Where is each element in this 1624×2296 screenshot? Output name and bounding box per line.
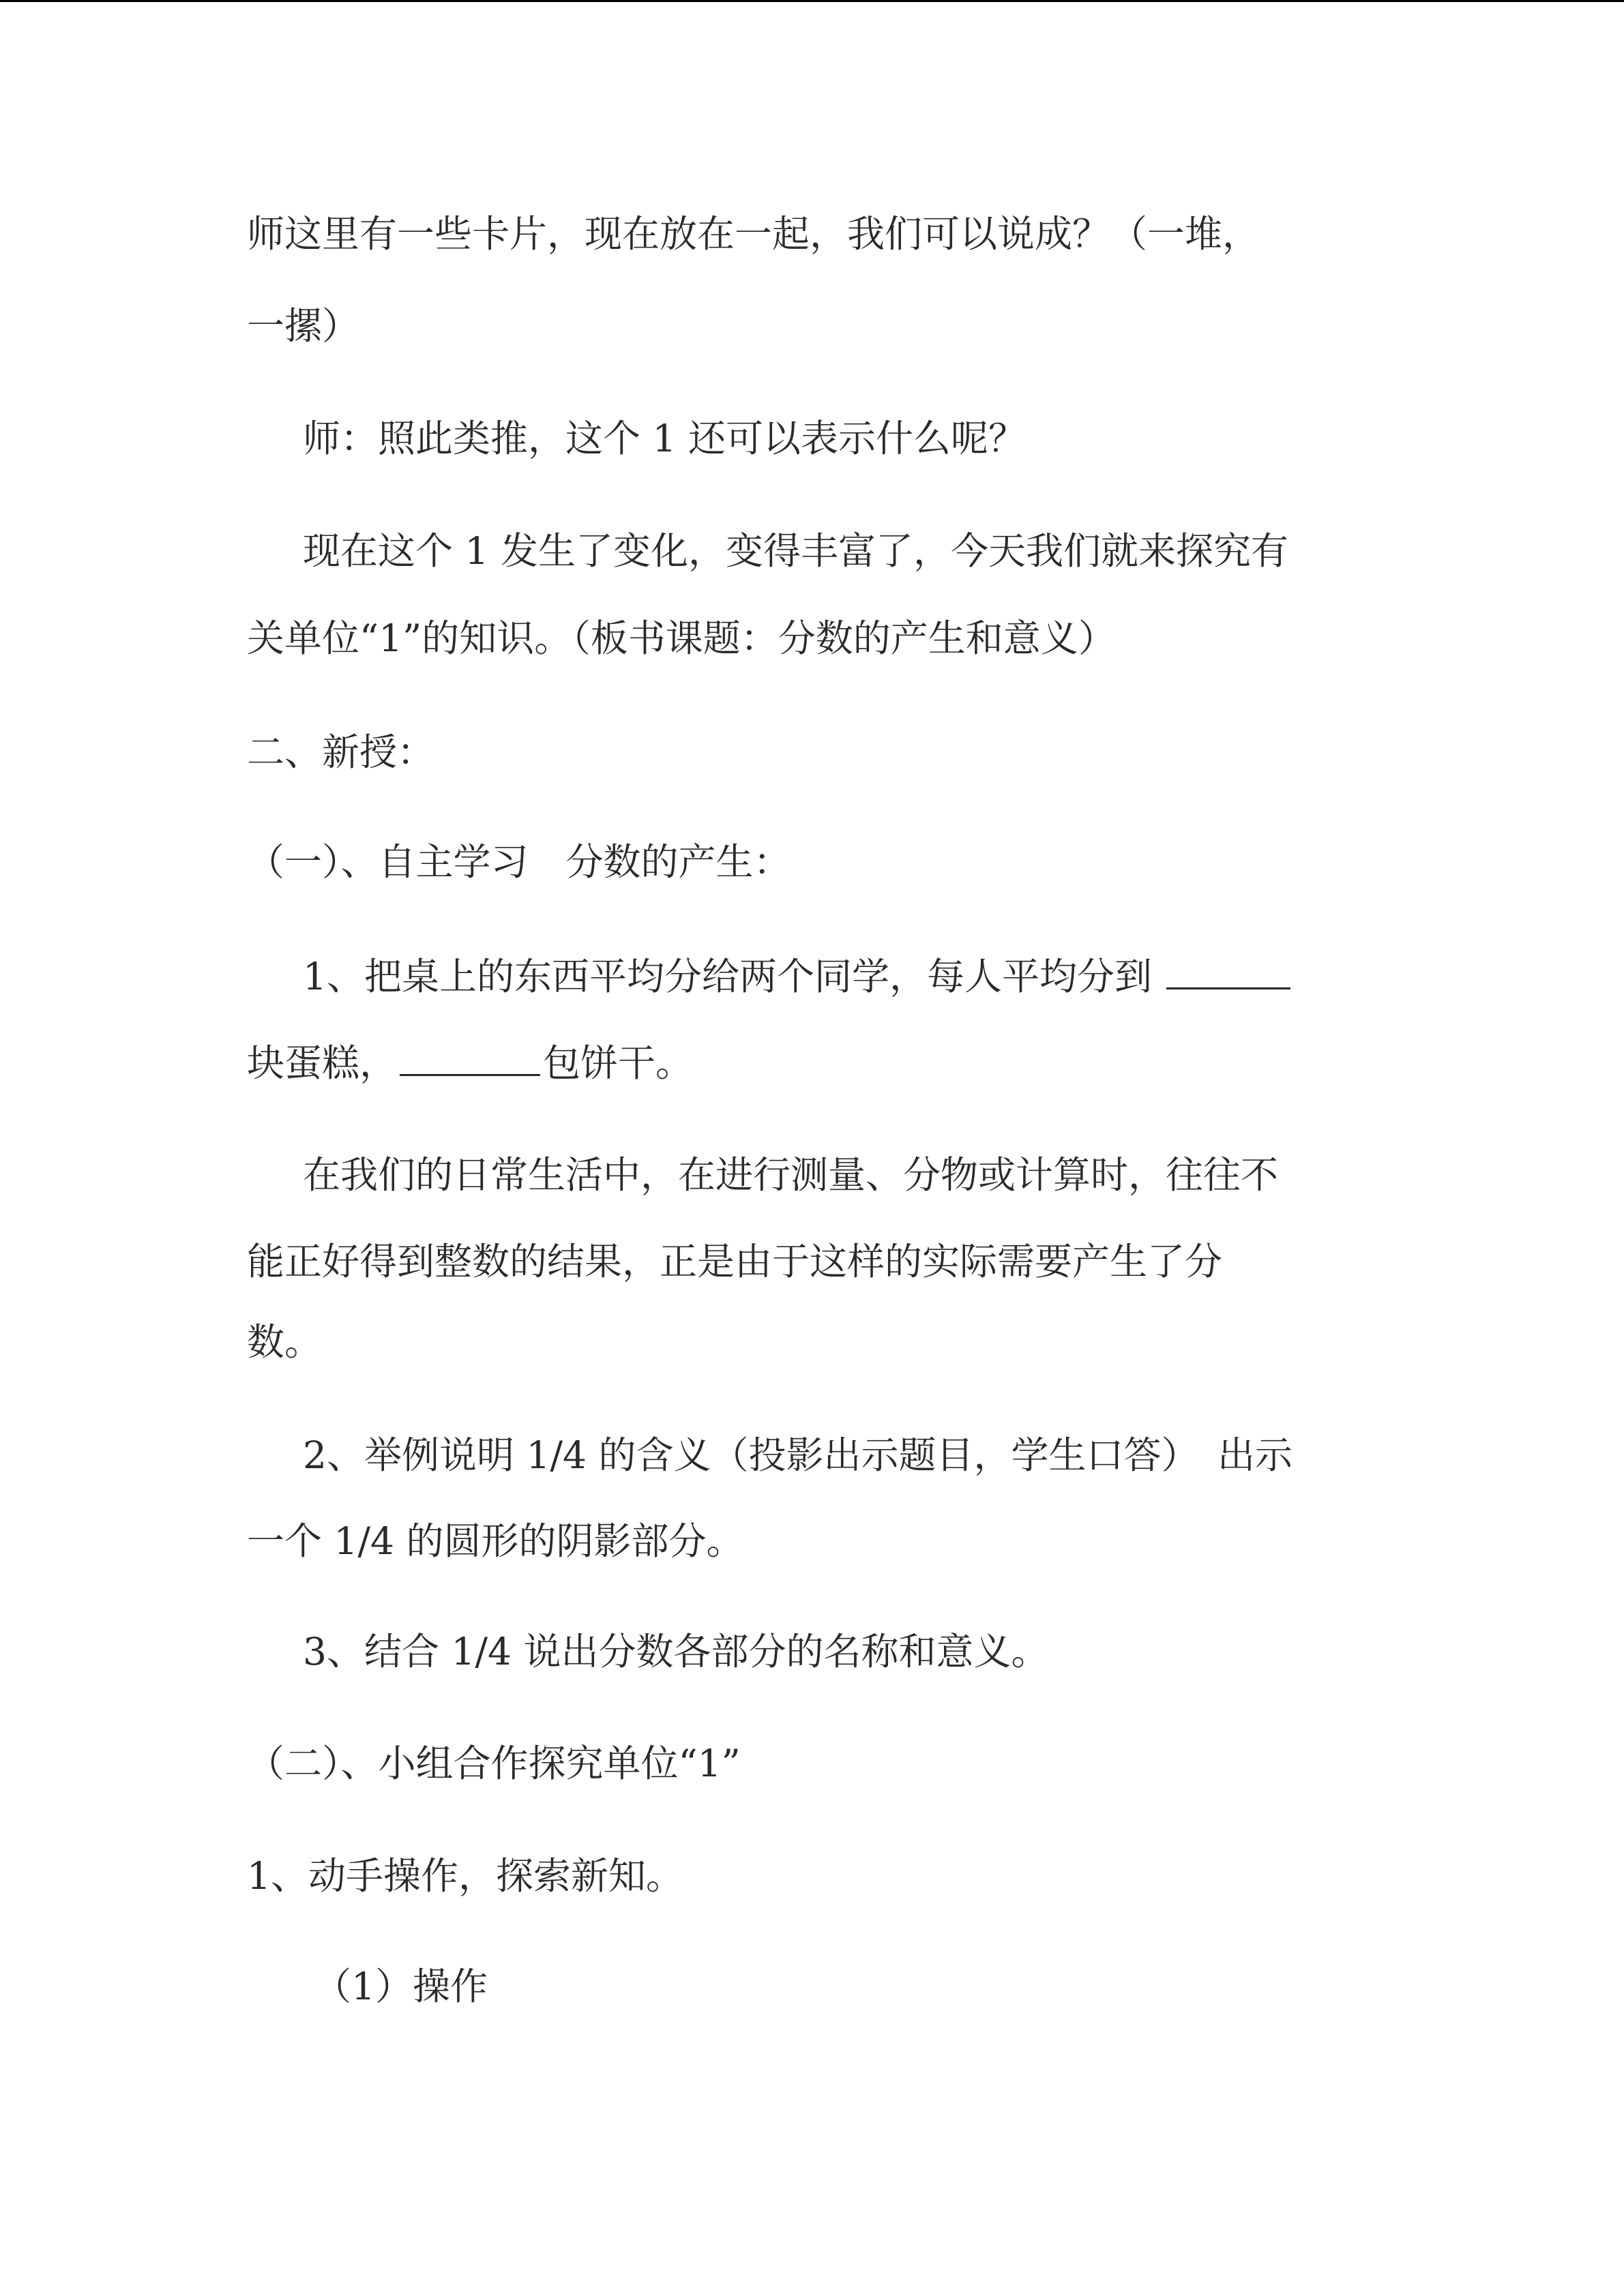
- text-line-15: 3、结合 1/4 说出分数各部分的名称和意义。: [303, 1630, 1049, 1673]
- answer-blank-2[interactable]: [400, 1039, 540, 1076]
- text-line-3: 师：照此类推，这个 1 还可以表示什么呢？: [303, 417, 1026, 460]
- text-line-8: [303, 952, 1293, 1000]
- exercise-1-text-cont: 块蛋糕，: [247, 1041, 398, 1085]
- section-heading-new-lesson: 二、新授：: [247, 730, 435, 774]
- text-line-17: 1、动手操作，探索新知。: [247, 1854, 683, 1898]
- text-line-1: 师这里有一些卡片，现在放在一起，我们可以说成？（一堆，: [247, 212, 1260, 256]
- text-line-10: 在我们的日常生活中，在进行测量、分物或计算时，往往不: [303, 1153, 1279, 1197]
- text-line-9: [247, 1039, 693, 1087]
- subsection-heading-group-work: （二）、小组合作探究单位“1”: [247, 1742, 741, 1785]
- text-line-4: 现在这个 1 发生了变化，变得丰富了，今天我们就来探究有: [303, 529, 1288, 573]
- text-line-12: 数。: [247, 1320, 323, 1364]
- answer-blank-1[interactable]: [1166, 952, 1290, 989]
- text-line-2: 一摞）: [247, 304, 360, 348]
- text-line-14: 一个 1/4 的圆形的阴影部分。: [247, 1519, 744, 1563]
- exercise-1-text-end: 包饼干。: [543, 1041, 694, 1085]
- text-line-11: 能正好得到整数的结果，正是由于这样的实际需要产生了分: [247, 1240, 1223, 1283]
- text-line-18: （1）操作: [314, 1965, 488, 2008]
- text-line-13: 2、举例说明 1/4 的含义（投影出示题目，学生口答） 出示: [303, 1433, 1293, 1477]
- text-line-5: 关单位“1”的知识。（板书课题：分数的产生和意义）: [247, 616, 1116, 660]
- subsection-heading-self-study: （一）、自主学习 分数的产生：: [247, 840, 791, 884]
- exercise-1-text: 1、把桌上的东西平均分给两个同学，每人平均分到: [303, 955, 1152, 998]
